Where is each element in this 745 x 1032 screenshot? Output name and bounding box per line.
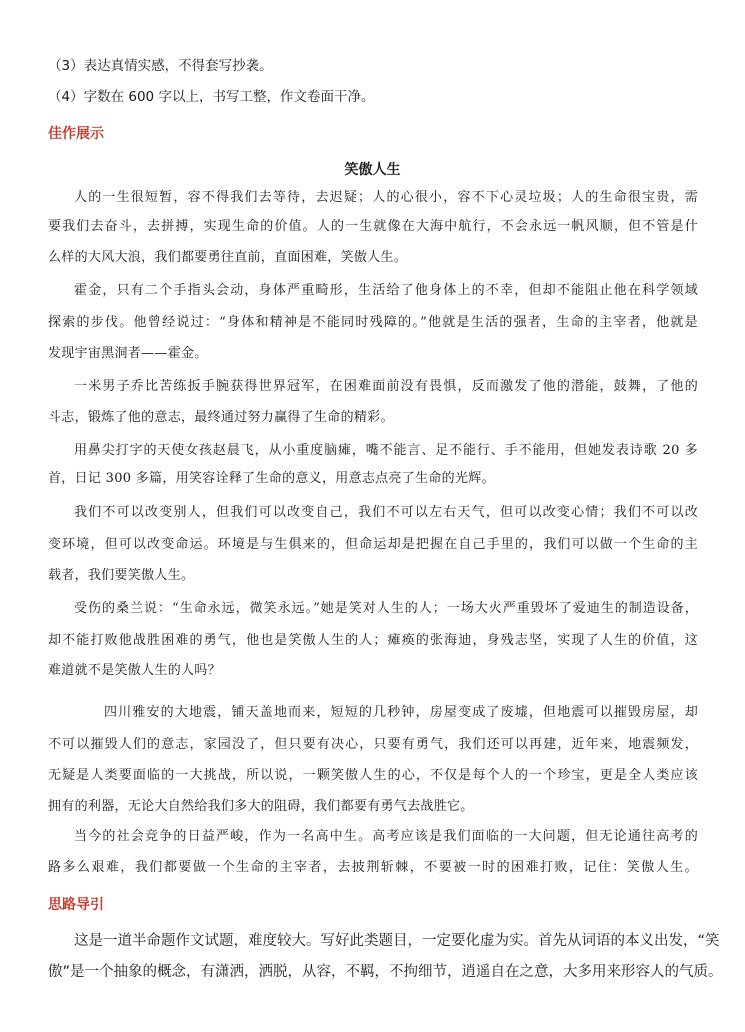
essay-line: 人的一生很短暂，容不得我们去等待，去迟疑；人的心很小，容不下心灵垃圾；人的生命很宝贵，需 xyxy=(74,190,698,205)
essay-line: 不可以摧毁人们的意志，家园没了，但只要有决心，只要有勇气，我们还可以再建，近年来，地震频发， xyxy=(48,737,698,752)
essay-line: 发现宇宙黑洞者——霍金。 xyxy=(48,346,208,361)
essay-line: 首，日记 300 多篇，用笑容诠释了生命的意义，用意志点亮了生命的光辉。 xyxy=(48,471,495,486)
essay-line: 霍金，只有二个手指头会动，身体严重畸形，生活给了他身体上的不幸，但却不能阻止他在科学领域 xyxy=(74,283,698,298)
essay-line: 四川雅安的大地震，铺天盖地而来，短短的几秒钟，房屋变成了废墟，但地震可以摧毁房屋，却 xyxy=(104,705,698,720)
essay-line: 要我们去奋斗，去拼搏，实现生命的价值。人的一生就像在大海中航行，不会永远一帆风顺，但不管是什 xyxy=(48,219,698,234)
requirement-3: （3）表达真情实感，不得套写抄袭。 xyxy=(48,58,273,74)
requirement-4: （4）字数在 600 字以上，书写工整，作文卷面干净。 xyxy=(48,89,375,105)
essay-line: 载者，我们要笑傲人生。 xyxy=(48,568,195,583)
essay-line: 斗志，锻炼了他的意志，最终通过努力赢得了生命的精彩。 xyxy=(48,410,394,425)
essay-line: 受伤的桑兰说：“生命永远，微笑永远。”她是笑对人生的人；一场大火严重毁坏了爱迪生的制造设备， xyxy=(74,601,698,616)
essay-line: 无疑是人类要面临的一大挑战，所以说，一颗笑傲人生的心，不仅是每个人的一个珍宝，更是全人类应该 xyxy=(48,768,698,783)
essay-line: 路多么艰难，我们都要做一个生命的主宰者，去披荆斩棘，不要被一时的困难打败，记住：笑傲人生。 xyxy=(48,860,698,875)
section-heading-guide: 思路导引 xyxy=(48,897,104,913)
essay-line: 么样的大风大浪，我们都要勇往直前，直面困难，笑傲人生。 xyxy=(48,250,408,265)
guide-line: 这是一道半命题作文试题，难度较大。写好此类题目，一定要化虚为实。首先从词语的本义出发，“笑 xyxy=(74,933,720,949)
essay-line: 探索的步伐。他曾经说过：“身体和精神是不能同时残障的。”他就是生活的强者，生命的主宰者，他就是 xyxy=(48,315,698,330)
essay-line: 用鼻尖打字的天使女孩赵晨飞，从小重度脑瘫，嘴不能言、足不能行、手不能用，但她发表诗歌 20 多 xyxy=(74,443,698,458)
essay-line: 拥有的利器，无论大自然给我们多大的阻碍，我们都要有勇气去战胜它。 xyxy=(48,799,474,814)
essay-line: 一米男子乔比苦练扳手腕获得世界冠军，在困难面前没有畏惧，反而激发了他的潜能，鼓舞，了他的 xyxy=(74,379,698,394)
essay-line: 我们不可以改变别人，但我们可以改变自己，我们不可以左右天气，但可以改变心情；我们不可以改 xyxy=(74,505,698,520)
section-heading-showcase: 佳作展示 xyxy=(48,126,104,142)
essay-title: 笑傲人生 xyxy=(344,162,401,178)
essay-line: 却不能打败他战胜困难的勇气，他也是笑傲人生的人；瘫痪的张海迪，身残志坚，实现了人生的价值，这 xyxy=(48,633,698,648)
essay-line: 变环境，但可以改变命运。环境是与生俱来的，但命运却是把握在自己手里的，我们可以做一个生命的主 xyxy=(48,537,698,552)
guide-line: 傲”是一个抽象的概念，有潇洒，洒脱，从容，不羁，不拘细节，逍遥自在之意，大多用来形容人的气质。 xyxy=(48,964,723,980)
essay-line: 难道就不是笑傲人生的人吗？ xyxy=(48,663,221,678)
essay-line: 当今的社会竞争的日益严峻，作为一名高中生。高考应该是我们面临的一大问题，但无论通往高考的 xyxy=(74,829,698,844)
